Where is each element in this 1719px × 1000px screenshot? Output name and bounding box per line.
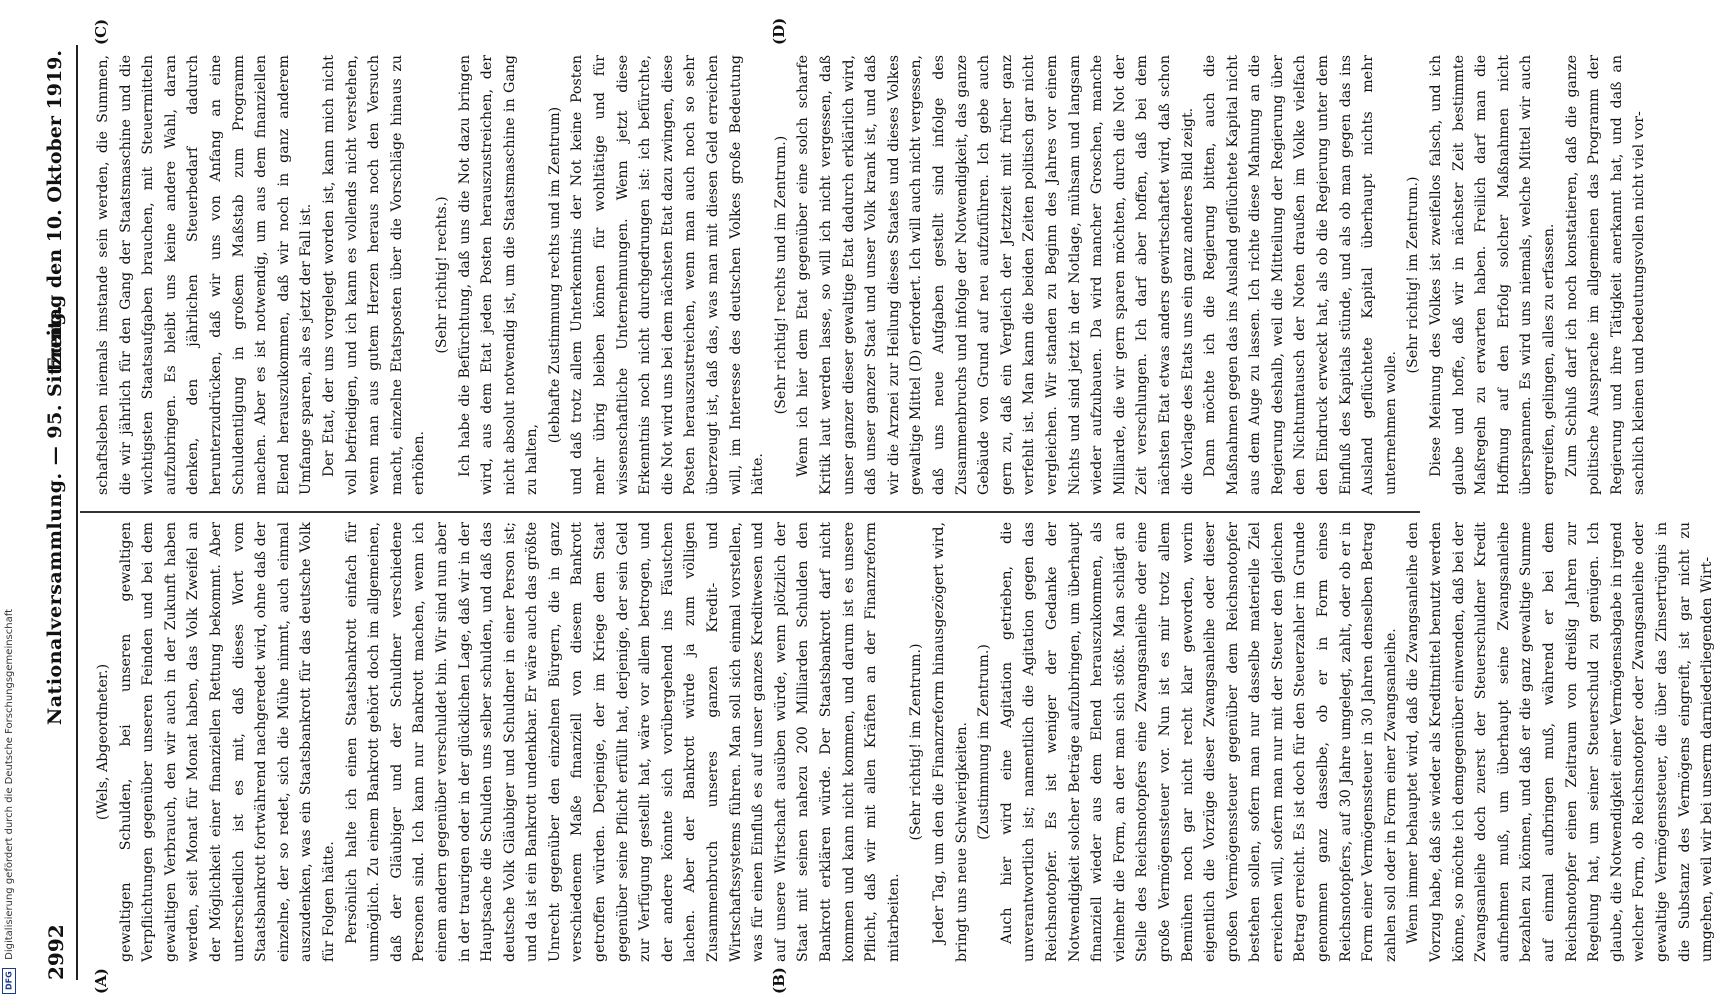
dfg-logo: DFG bbox=[2, 968, 16, 994]
digitization-credit: Digitalisierung gefördert durch die Deutsche Forschungsgemeinschaft bbox=[4, 609, 15, 960]
right-column bbox=[92, 55, 1648, 495]
interjection: (Zustimmung im Zentrum.) bbox=[976, 644, 993, 840]
session-date: Freitag den 10. Oktober 1919. bbox=[44, 50, 66, 372]
header-rule bbox=[76, 45, 78, 980]
paragraph: gewaltigen Schulden, bei unseren gewaltigen Verpflichtungen gegenüber unseren Feinden und bei dem gewaltigen Verbrauch, den wir auch in der Zukunft haben werden, seit Monat für Monat haben, das Volk Zweifel an der Möglichkeit einer finanziellen Rettung bekommt. Aber unterschiedlich ist es mit, daß dieses Wort vom Staatsbankrott fortwährend nachgeredet wird, ohne daß der einzelne, der so redet, sich die Mühe nimmt, auch einmal auszudenken, was ein Staatsbankrott für das deutsche Volk für Folgen hätte. bbox=[117, 522, 337, 962]
margin-marker-a: (A) bbox=[92, 968, 110, 994]
page-number: 2992 bbox=[44, 924, 68, 980]
paragraph: Jeder Tag, um den die Finanzreform hinausgezögert wird, bringt uns neue Schwierigkeiten. bbox=[930, 522, 970, 962]
interjection: (Sehr richtig! rechts und im Zentrum.) bbox=[772, 135, 789, 415]
interjection: (Sehr richtig! im Zentrum.) bbox=[908, 643, 925, 841]
paragraph: und daß trotz allem Unterkenntnis der Not keine Posten mehr übrig bleiben können für wohltätige und für wissenschaftliche Unternehmungen. Wenn jetzt diese Erkenntnis noch nicht durchgedrungen ist: ich befürchte, die Not wird uns bei dem nächsten Etat dazu zwingen, diese Posten herauszustreichen, wenn man auch noch so sehr überzeugt ist, daß das, was man mit diesen Geld erreichen will, im Interesse des deutschen Volkes große Bedeutung hätte. bbox=[569, 55, 767, 495]
paragraph: schaftsleben niemals imstande sein werden, die Summen, die wir jährlich für den Gang der Staatsmaschine und die wichtigsten Staatsaufgaben brauchen, mit Steuermitteln aufzubringen. Es bleibt uns keine andere Wahl, daran denken, den jährlichen Steuerbedarf dadurch herunterzudrücken, daß wir uns von Anfang an eine Schuldentilgung in großem Maßstab zum Programm machen. Aber es ist notwendig, um aus dem finanziellen Elend herauszukommen, daß wir noch in ganz anderem Umfange sparen, als es jetzt der Fall ist. bbox=[95, 55, 315, 495]
column-divider bbox=[80, 511, 1420, 513]
paragraph: Dann möchte ich die Regierung bitten, auch die Maßnahmen gegen das ins Ausland geflüchtete Kapital nicht aus dem Auge zu lassen. Ich richte diese Mahnung an die Regierung deshalb, weil die Mitteilung der Regierung über den Nichtumtausch der Noten draußen im Volke vielfach den Eindruck erweckt hat, als ob die Regierung unter dem Einfluß des Kapitals stünde, und als ob man gegen das ins Ausland geflüchtete Kapital überhaupt nichts mehr unternehmen wolle. bbox=[1202, 55, 1399, 495]
margin-marker-b: (B) bbox=[770, 967, 788, 994]
paragraph: Der Etat, der uns vorgelegt worden ist, kann mich nicht voll befriedigen, und ich kann es vollends nicht verstehen, wenn man aus gutem Herzen heraus noch den Versuch macht, einzelne Etatsposten über die Vorschläge hinaus zu erhöhen. bbox=[320, 55, 428, 495]
paragraph: Wenn ich hier dem Etat gegenüber eine solch scharfe Kritik laut werden lasse, so will ich nicht vergessen, daß unser ganzer dieser gewaltige Etat dadurch erklärlich wird, daß unser ganzer Staat und unser Volk krank ist, und daß wir die Arznei zur Heilung dieses Staates und dieses Volkes gewaltige Mittel (D) erfordert. Ich will auch nicht vergessen, daß uns neue Aufgaben gestellt sind infolge des Zusammenbruchs und infolge der Notwendigkeit, das ganze Gebäude von Grund auf neu aufzuführen. Ich gebe auch gern zu, daß ein Vergleich der Jetztzeit mit früher ganz verfehlt ist. Man kann die beiden Zeiten politisch gar nicht vergleichen. Wir standen zu Beginn des Jahres vor einem Nichts und sind jetzt in der Notlage, mühsam und langsam wieder aufzubauen. Da wird mancher Groschen, manche Milliarde, die wir gern sparen möchten, durch die Not der Zeit verschlungen. Ich darf aber hoffen, daß bei dem nächsten Etat etwas anders gewirtschaftet wird, daß schon die Vorlage des Etats uns ein ganz anderes Bild zeigt. bbox=[795, 55, 1196, 495]
interjection: (Sehr richtig! rechts.) bbox=[433, 196, 450, 354]
paragraph: Zum Schluß darf ich noch konstatieren, daß die ganze politische Aussprache im allgemeinen das Programm der Regierung und ihre Tätigkeit anerkannt hat, und daß an sachlich kleinen und bedeutungsvollen nicht viel vor- bbox=[1563, 55, 1648, 495]
interjection: (lebhafte Zustimmung rechts und im Zentrum) bbox=[546, 106, 563, 444]
speaker-label: (Wels, Abgeordneter.) bbox=[95, 663, 111, 821]
paragraph: Persönlich halte ich einen Staatsbankrott einfach für unmöglich. Zu einem Bankrott gehört doch im allgemeinen, daß der Gläubiger und der Schuldner verschiedene Personen sind. Ich kann nur Bankrott machen, wenn ich einem andern gegenüber verschuldet bin. Wir sind nun aber in der traurigen oder in der glücklichen Lage, daß wir in der Hauptsache die Schulden uns selber schulden, und daß das deutsche Volk Gläubiger und Schuldner in einer Person ist; und da ist ein Bankrott undenkbar. Er wäre auch das größte Unrecht gegenüber den einzelnen Bürgern, die in ganz verschiedenem Maße finanziell von diesem Bankrott getroffen würden. Derjenige, der im Kriege dem Staat gegenüber seine Pflicht erfüllt hat, derjenige, der sein Geld zur Verfügung gestellt hat, wäre vor allem betrogen, und der andere könnte sich vorübergehend ins Fäustchen lachen. Aber der Bankrott würde ja zum völligen Zusammenbruch unseres ganzen Kredit- und Wirtschaftssystems führen. Man soll sich einmal vorstellen, was für einen Einfluß es auf unser ganzes Kreditwesen und auf unsere Wirtschaft ausüben würde, wenn plötzlich der Staat mit seinen nahezu 200 Milliarden Schulden den Bankrott erklären würde. Der Staatsbankrott darf nicht kommen und kann nicht kommen, und darum ist es unsere Pflicht, daß wir mit allen Kräften an der Finanzreform mitarbeiten. bbox=[343, 522, 902, 962]
margin-marker-c: (C) bbox=[92, 18, 110, 45]
paragraph: Wenn immer behauptet wird, daß die Zwangsanleihe den Vorzug habe, daß sie wieder als Kreditmittel benutzt werden könne, so möchte ich demgegenüber einwenden, daß bei der Zwangsanleihe doch zuerst der Steuerschuldner Kredit aufnehmen muß, um überhaupt seine Zwangsanleihe bezahlen zu können, und daß er die ganz gewaltige Summe auf einmal aufbringen muß, während er bei dem Reichsnotopfer einen Zeitraum von dreißig Jahren zur Regelung hat, um seiner Steuerschuld zu genügen. Ich glaube, die Notwendigkeit einer Vermögensabgabe in irgend welcher Form, ob Reichsnotopfer oder Zwangsanleihe oder gewaltige Vermögenssteuer, die über das Zinsertrügnis in die Substanz des Vermögens eingreift, ist gar nicht zu umgehen, weil wir bei unserm darniederliegenden Wirt- bbox=[1405, 522, 1716, 962]
page-title: Nationalversammlung. — 95. Sitzung. bbox=[44, 304, 66, 726]
interjection: (Sehr richtig! im Zentrum.) bbox=[1405, 176, 1422, 374]
left-column bbox=[92, 522, 1716, 962]
page-header bbox=[40, 50, 80, 980]
paragraph: Ich habe die Befürchtung, daß uns die Not dazu bringen wird, aus dem Etat jeden Posten herauszustreichen, der nicht absolut notwendig ist, um die Staatsmaschine in Gang zu halten, bbox=[456, 55, 541, 495]
paragraph: Auch hier wird eine Agitation getrieben, die unverantwortlich ist; namentlich die Agitation gegen das Reichsnotopfer. Es ist weniger der Gedanke der Notwendigkeit solcher Beträge aufzubringen, um überhaupt finanziell wieder aus dem Elend herauszukommen, als vielmehr die Form, an der man sich stößt. Man schlägt an Stelle des Reichsnotopfers eine Zwangsanleihe oder eine große Vermögenssteuer vor. Nun ist es mir trotz allem Bemühen noch gar nicht recht klar geworden, worin eigentlich die Vorzüge dieser Zwangsanleihe oder dieser großen Vermögenssteuer gegenüber dem Reichsnotopfer bestehen sollen, sofern man nur dasselbe materielle Ziel erreichen will, sofern man nur mit der Steuer den gleichen Betrag erreicht. Es ist doch für den Steuerzahler im Grunde genommen ganz dasselbe, ob er in Form eines Reichsnotopfers, auf 30 Jahre umgelegt, zahlt, oder ob er in Form einer Vermögenssteuer in 30 Jahren denselben Betrag zahlen soll oder in Form einer Zwangsanleihe. bbox=[998, 522, 1399, 962]
margin-marker-d: (D) bbox=[770, 17, 788, 45]
paragraph: Diese Meinung des Volkes ist zweifellos falsch, und ich glaube und hoffe, daß wir in nächster Zeit bestimmte Maßregeln zu erwarten haben. Freilich darf man die Hoffnung auf den Erfolg solcher Maßnahmen nicht überspannen. Es wird uns niemals, welche Mittel wir auch ergreifen, gelingen, alles zu erfassen. bbox=[1428, 55, 1557, 495]
